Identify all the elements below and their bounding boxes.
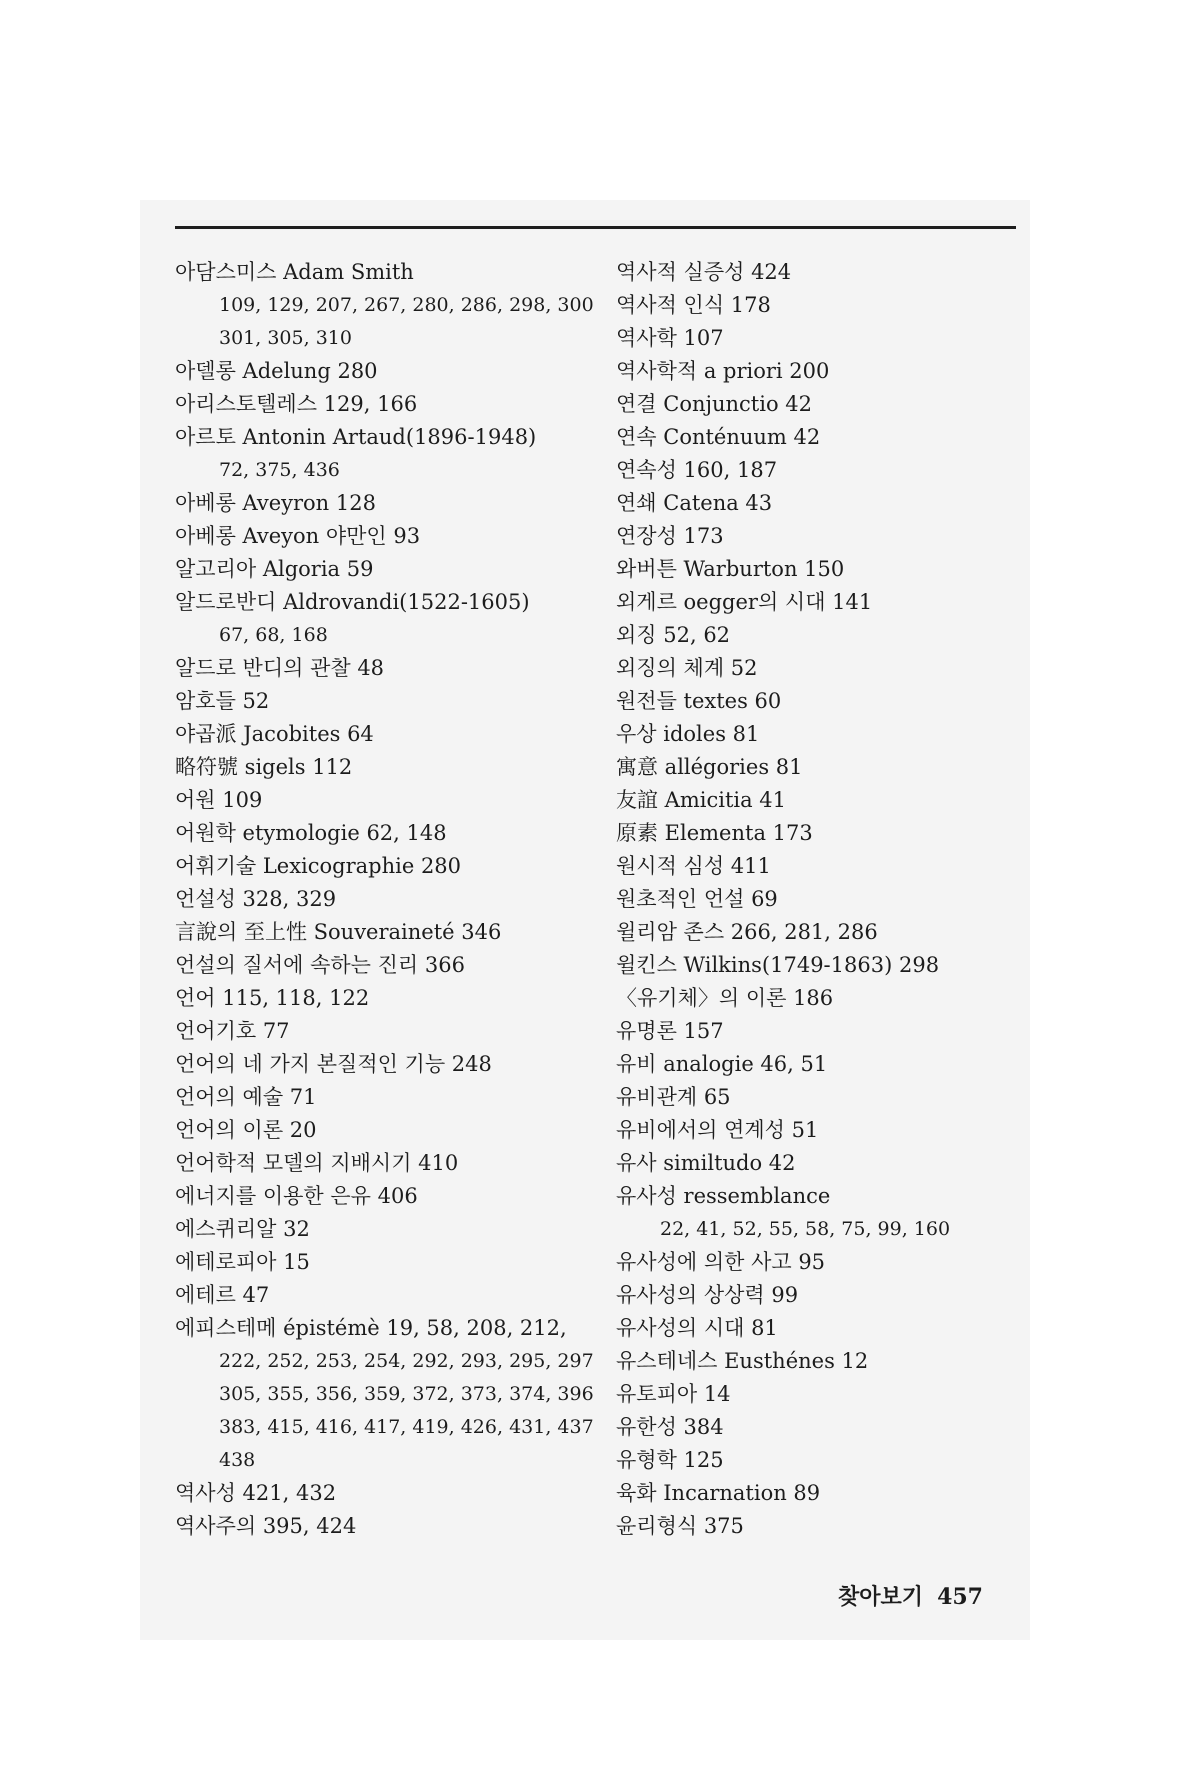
index-entry: 윌리암 존스 266, 281, 286 — [616, 920, 878, 944]
index-entry: 友誼 Amicitia 41 — [616, 788, 787, 812]
index-entry: 언어 115, 118, 122 — [175, 986, 370, 1010]
index-entry: 아델롱 Adelung 280 — [175, 359, 378, 383]
index-entry: 에테로피아 15 — [175, 1250, 310, 1274]
index-entry: 언어의 이론 20 — [175, 1118, 317, 1142]
index-entry: 유형학 125 — [616, 1448, 724, 1472]
footer-section-title: 찾아보기 — [838, 1584, 924, 1610]
index-entry: 아베롱 Aveyron 128 — [175, 491, 376, 515]
index-entry: 原素 Elementa 173 — [616, 821, 813, 845]
index-entry: 에너지를 이용한 은유 406 — [175, 1184, 418, 1208]
index-entry: 아리스토텔레스 129, 166 — [175, 392, 418, 416]
index-entry: 어원학 etymologie 62, 148 — [175, 821, 447, 845]
index-entry: 윌킨스 Wilkins(1749-1863) 298 — [616, 953, 940, 977]
index-entry: 외징의 체계 52 — [616, 656, 758, 680]
index-entry-continuation: 67, 68, 168 — [219, 624, 328, 646]
index-entry: 유사성에 의한 사고 95 — [616, 1250, 826, 1274]
index-entry: 역사적 실증성 424 — [616, 260, 792, 284]
index-entry: 연결 Conjunctio 42 — [616, 392, 813, 416]
index-entry: 유비에서의 연계성 51 — [616, 1118, 819, 1142]
index-entry: 언어의 네 가지 본질적인 기능 248 — [175, 1052, 492, 1076]
index-entry: 에스퀴리알 32 — [175, 1217, 310, 1241]
index-entry: 아담스미스 Adam Smith — [175, 260, 414, 284]
index-entry: 연쇄 Catena 43 — [616, 491, 773, 515]
index-entry: 유명론 157 — [616, 1019, 724, 1043]
index-entry: 연속성 160, 187 — [616, 458, 778, 482]
index-entry-continuation: 222, 252, 253, 254, 292, 293, 295, 297 — [219, 1350, 594, 1372]
index-entry: 어원 109 — [175, 788, 263, 812]
index-entry: 역사학 107 — [616, 326, 724, 350]
index-entry: 암호들 52 — [175, 689, 270, 713]
index-column-right — [616, 256, 1026, 1543]
index-entry: 와버튼 Warburton 150 — [616, 557, 845, 581]
index-entry: 역사주의 395, 424 — [175, 1514, 357, 1538]
index-entry-continuation: 383, 415, 416, 417, 419, 426, 431, 437 — [219, 1416, 594, 1438]
index-entry: 유사성의 상상력 99 — [616, 1283, 799, 1307]
index-entry: 아베롱 Aveyon 야만인 93 — [175, 524, 421, 548]
index-entry: 유토피아 14 — [616, 1382, 731, 1406]
header-rule — [175, 226, 1016, 229]
page-footer — [838, 1580, 983, 1611]
index-entry: 우상 idoles 81 — [616, 722, 760, 746]
index-entry: 연장성 173 — [616, 524, 724, 548]
index-entry: 어휘기술 Lexicographie 280 — [175, 854, 462, 878]
index-entry: 원초적인 언설 69 — [616, 887, 778, 911]
index-entry: 외게르 oegger의 시대 141 — [616, 590, 873, 614]
index-entry-continuation: 301, 305, 310 — [219, 327, 352, 349]
index-entry: 〈유기체〉의 이론 186 — [616, 986, 834, 1010]
index-entry: 寓意 allégories 81 — [616, 755, 803, 779]
index-entry-continuation: 438 — [219, 1449, 256, 1471]
index-entry: 언설의 질서에 속하는 진리 366 — [175, 953, 465, 977]
index-entry: 言說의 至上性 Souveraineté 346 — [175, 920, 502, 944]
index-entry: 언어의 예술 71 — [175, 1085, 317, 1109]
index-entry: 유사 similtudo 42 — [616, 1151, 796, 1175]
index-entry: 언어학적 모델의 지배시기 410 — [175, 1151, 459, 1175]
index-entry: 역사적 인식 178 — [616, 293, 771, 317]
index-entry: 알드로 반디의 관찰 48 — [175, 656, 385, 680]
index-entry-continuation: 22, 41, 52, 55, 58, 75, 99, 160 — [660, 1218, 951, 1240]
index-entry: 역사성 421, 432 — [175, 1481, 337, 1505]
index-entry: 유비 analogie 46, 51 — [616, 1052, 828, 1076]
index-entry: 역사학적 a priori 200 — [616, 359, 830, 383]
index-entry: 유비관계 65 — [616, 1085, 731, 1109]
index-entry: 윤리형식 375 — [616, 1514, 744, 1538]
page-number: 457 — [937, 1584, 983, 1610]
index-entry: 원시적 심성 411 — [616, 854, 771, 878]
index-entry: 외징 52, 62 — [616, 623, 731, 647]
index-entry: 육화 Incarnation 89 — [616, 1481, 821, 1505]
index-entry: 유한성 384 — [616, 1415, 724, 1439]
index-entry-continuation: 305, 355, 356, 359, 372, 373, 374, 396 — [219, 1383, 594, 1405]
index-entry: 아르토 Antonin Artaud(1896-1948) — [175, 425, 537, 449]
index-entry: 略符號 sigels 112 — [175, 755, 353, 779]
index-entry: 연속 Conténuum 42 — [616, 425, 821, 449]
index-entry: 알드로반디 Aldrovandi(1522-1605) — [175, 590, 530, 614]
index-entry: 에피스테메 épistémè 19, 58, 208, 212, — [175, 1316, 567, 1340]
index-entry: 언어기호 77 — [175, 1019, 290, 1043]
index-entry: 유사성 ressemblance — [616, 1184, 831, 1208]
index-entry: 언설성 328, 329 — [175, 887, 337, 911]
index-entry: 유스테네스 Eusthénes 12 — [616, 1349, 869, 1373]
index-entry-continuation: 109, 129, 207, 267, 280, 286, 298, 300 — [219, 294, 594, 316]
index-entry-continuation: 72, 375, 436 — [219, 459, 340, 481]
index-column-left — [175, 256, 595, 1543]
index-entry: 야곱派 Jacobites 64 — [175, 722, 374, 746]
index-entry: 에테르 47 — [175, 1283, 270, 1307]
index-entry: 유사성의 시대 81 — [616, 1316, 778, 1340]
index-entry: 알고리아 Algoria 59 — [175, 557, 374, 581]
index-entry: 원전들 textes 60 — [616, 689, 782, 713]
